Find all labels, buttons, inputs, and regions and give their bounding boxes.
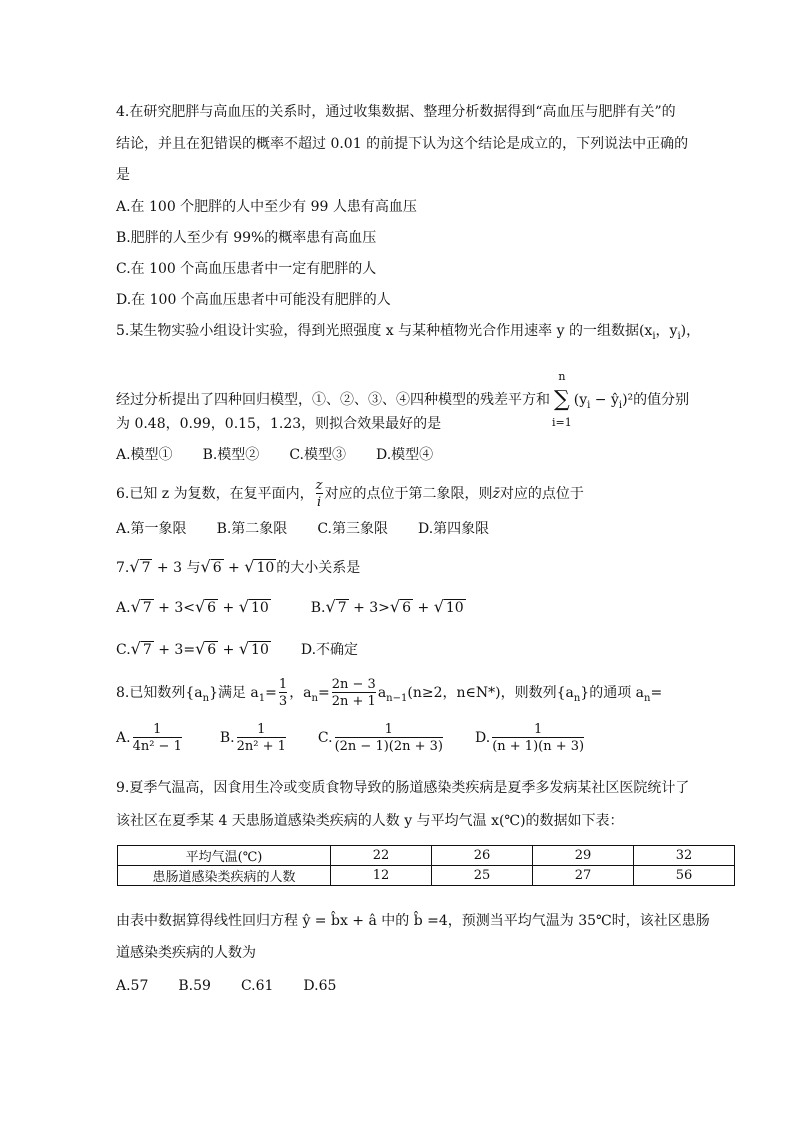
sqrt-icon: √ xyxy=(389,597,401,616)
sqrt-7 xyxy=(129,558,152,577)
q7-options-ab xyxy=(116,598,466,617)
sqrt-icon: √ xyxy=(130,639,141,658)
table-row-label: 平均气温(℃) xyxy=(118,846,331,866)
q8-option-c-frac xyxy=(335,722,443,754)
frac-num: 1 xyxy=(257,722,266,737)
q8-eq2: = xyxy=(318,685,330,701)
q8-option-b-frac xyxy=(237,722,286,754)
frac-num: 1 xyxy=(534,722,543,737)
sqrt-7 xyxy=(131,598,154,617)
q8-tailsub2: n xyxy=(573,692,581,704)
q7-option-c-mid: + 3= xyxy=(153,642,196,658)
q9-option-b: B.59 xyxy=(178,978,211,994)
q8-tail: a xyxy=(377,685,387,701)
q5-line3: 为 0.48，0.99，0.15，1.23，则拟合效果最好的是 xyxy=(116,416,442,432)
q5-option-a: A.模型① xyxy=(116,447,173,463)
q8-frac2 xyxy=(332,677,376,709)
sqrt-icon: √ xyxy=(433,597,444,616)
sum-body2: − ŷ xyxy=(590,392,619,408)
q8-tail2: (n≥2，n∈N*)，则数列{a xyxy=(407,685,574,701)
q9-line4: 道感染类疾病的人数为 xyxy=(116,945,256,961)
q4-option-a: A.在 100 个肥胖的人中至少有 99 人患有高血压 xyxy=(116,199,417,215)
q7-pre: 7. xyxy=(116,560,130,576)
q6-num: z xyxy=(315,478,323,493)
table-cell: 32 xyxy=(634,846,735,866)
q6-mid: 对应的点位于第二象限，则 xyxy=(324,486,493,502)
frac-den: 4n² − 1 xyxy=(132,739,182,754)
sum-body: (y xyxy=(573,392,588,408)
q6-option-a: A.第一象限 xyxy=(116,521,187,537)
q7-options-cd xyxy=(116,640,358,659)
q8-tailsub: n−1 xyxy=(386,692,408,704)
sigma-icon: ∑ xyxy=(554,387,570,412)
table-cell: 25 xyxy=(432,866,533,886)
sum-body3: )² xyxy=(622,392,634,408)
sqrt-6 xyxy=(195,640,218,659)
sqrt-icon: √ xyxy=(129,557,140,576)
q8-option-a-label: A. xyxy=(116,730,131,746)
q8-pre2: }满足 a xyxy=(209,685,259,701)
table-row xyxy=(118,866,735,886)
q4-line3: 是 xyxy=(116,167,130,183)
q7-line xyxy=(116,558,360,577)
q4-option-c: C.在 100 个高血压患者中一定有肥胖的人 xyxy=(116,261,377,277)
sum-top: n xyxy=(558,370,566,383)
q6-pre: 6.已知 z 为复数，在复平面内， xyxy=(116,486,314,502)
q7-option-a xyxy=(116,597,271,616)
sqrt-arg: 7 xyxy=(142,642,152,658)
q7-option-c-label: C. xyxy=(116,642,131,658)
frac-den: (n + 1)(n + 3) xyxy=(492,739,585,754)
table-row xyxy=(118,846,735,866)
q8-option-c xyxy=(317,722,445,754)
q5-sum-symbol xyxy=(552,364,572,436)
sqrt-icon: √ xyxy=(244,557,255,576)
q8-frac1-num: 1 xyxy=(278,677,288,692)
sum-sub-i2: i xyxy=(618,399,623,411)
q8-msub: n xyxy=(311,692,318,704)
q8-tail4: = xyxy=(650,685,663,701)
q6-line xyxy=(116,478,584,510)
q7-option-c xyxy=(116,639,271,658)
sqrt-icon: √ xyxy=(195,639,206,658)
q8-options xyxy=(116,720,586,756)
sqrt-arg-10: 10 xyxy=(256,560,275,576)
q5-line1-text: 5.某生物实验小组设计实验，得到光照强度 x 与某种植物光合作用速率 y 的一组数据(x xyxy=(116,323,653,339)
q8-option-b xyxy=(219,722,288,754)
q7-plus: + xyxy=(223,560,245,576)
q7-option-a-mid: + 3< xyxy=(153,600,195,616)
q9-options xyxy=(116,977,336,995)
q8-frac1-den: 3 xyxy=(278,694,288,709)
q8-line xyxy=(116,676,662,716)
sqrt-arg: 10 xyxy=(251,642,269,658)
sqrt-arg: 7 xyxy=(337,600,347,616)
table-row-label: 患肠道感染类疾病的人数 xyxy=(118,866,331,886)
sum-bottom: i=1 xyxy=(552,416,572,429)
sqrt-arg: 7 xyxy=(142,600,152,616)
q9-option-d: D.65 xyxy=(303,978,337,994)
q8-sub: n xyxy=(202,692,210,704)
q4-line2: 结论，并且在犯错误的概率不超过 0.01 的前提下认为这个结论是成立的，下列说法中正确的 xyxy=(116,136,689,152)
q9-option-c: C.61 xyxy=(240,978,274,994)
q4-option-b: B.肥胖的人至少有 99%的概率患有高血压 xyxy=(116,230,377,246)
sqrt-10 xyxy=(239,640,271,659)
frac-num: 1 xyxy=(153,722,162,737)
q4-option-d: D.在 100 个高血压患者中可能没有肥胖的人 xyxy=(116,292,391,308)
frac-num: 1 xyxy=(384,722,393,737)
sqrt-7 xyxy=(131,640,154,659)
q9-line1: 9.夏季气温高，因食用生冷或变质食物导致的肠道感染类疾病是夏季多发病某社区医院统计了 xyxy=(116,780,690,796)
q5-option-d: D.模型④ xyxy=(375,447,434,463)
sqrt-arg: 10 xyxy=(445,600,464,616)
q7-option-b xyxy=(310,597,466,616)
sum-sub-i: i xyxy=(587,399,591,411)
sqrt-6 xyxy=(390,598,413,617)
sqrt-icon: √ xyxy=(194,597,206,616)
q8-frac2-num: 2n − 3 xyxy=(331,677,376,692)
sqrt-6 xyxy=(200,558,223,577)
q6-option-d: D.第四象限 xyxy=(417,521,490,537)
q9-data-table xyxy=(117,845,735,886)
q8-option-c-label: C. xyxy=(317,730,333,746)
q6-den: i xyxy=(316,495,322,510)
sqrt-arg: 6 xyxy=(207,600,217,616)
sqrt-icon: √ xyxy=(238,639,250,658)
q7-option-a-label: A. xyxy=(116,600,131,616)
table-cell: 12 xyxy=(331,866,432,886)
sqrt-icon: √ xyxy=(238,597,249,616)
q6-option-b: B.第二象限 xyxy=(216,521,288,537)
q8-tail3: }的通项 a xyxy=(580,685,644,701)
sqrt-arg: 10 xyxy=(250,600,269,616)
q7-option-b-mid: + 3> xyxy=(348,600,390,616)
q7-plus: + xyxy=(218,600,239,616)
q9-line3: 由表中数据算得线性回归方程 ŷ = b̂x + â 中的 b̂ =4，预测当平均气温为 35℃时，该社区患肠 xyxy=(116,913,710,929)
table-cell: 56 xyxy=(634,866,735,886)
q8-frac1 xyxy=(279,677,287,709)
q6-zbar: z̄ xyxy=(492,486,500,502)
q5-sub-i: i xyxy=(652,330,656,342)
q9-option-a: A.57 xyxy=(116,978,149,994)
sqrt-10 xyxy=(434,598,466,617)
q5-line2-pre: 经过分析提出了四种回归模型，①、②、③、④四种模型的残差平方和 xyxy=(116,392,550,408)
q8-option-d-label: D. xyxy=(475,730,491,746)
q7-plus: + xyxy=(413,600,434,616)
q6-options xyxy=(116,520,489,538)
q5-line1 xyxy=(116,322,700,346)
sqrt-6 xyxy=(195,598,218,617)
sqrt-10 xyxy=(244,558,276,577)
q8-option-d xyxy=(475,722,586,754)
sqrt-icon: √ xyxy=(130,597,141,616)
q8-mid: ，a xyxy=(289,685,312,701)
sqrt-icon: √ xyxy=(325,597,336,616)
sqrt-10 xyxy=(239,598,271,617)
q7-option-b-label: B. xyxy=(310,600,326,616)
table-cell: 27 xyxy=(533,866,634,886)
sqrt-arg-6: 6 xyxy=(212,560,222,576)
q8-option-a xyxy=(116,722,184,754)
q8-eq1: = xyxy=(265,685,277,701)
q6-option-c: C.第三象限 xyxy=(317,521,388,537)
q5-option-b: B.模型② xyxy=(202,447,260,463)
frac-den: 2n² + 1 xyxy=(236,739,286,754)
q8-pre: 8.已知数列{a xyxy=(116,685,203,701)
q8-option-d-frac xyxy=(492,722,584,754)
q9-line2: 该社区在夏季某 4 天患肠道感染类疾病的人数 y 与平均气温 x(℃)的数据如下表： xyxy=(116,813,624,829)
q8-option-b-label: B. xyxy=(219,730,235,746)
table-cell: 22 xyxy=(331,846,432,866)
sqrt-7 xyxy=(326,598,349,617)
sqrt-arg-7: 7 xyxy=(141,560,151,576)
q7-post: 的大小关系是 xyxy=(276,560,361,576)
sqrt-arg: 6 xyxy=(402,600,412,616)
q8-tailsub3: n xyxy=(644,692,651,704)
q6-post: 对应的点位于 xyxy=(499,486,584,502)
q5-line2-post: 的值分别 xyxy=(633,392,690,408)
q5-sub-i2: i xyxy=(677,330,681,342)
q5-line1-end: )， xyxy=(680,323,701,339)
q5-options xyxy=(116,446,433,464)
q6-fraction xyxy=(316,478,323,510)
q7-plus3: + 3 与 xyxy=(152,560,201,576)
q4-line1: 4.在研究肥胖与高血压的关系时，通过收集数据、整理分析数据得到“高血压与肥胖有关”的 xyxy=(116,104,676,120)
q8-frac2-den: 2n + 1 xyxy=(331,694,376,709)
sqrt-icon: √ xyxy=(200,557,211,576)
q8-option-a-frac xyxy=(133,722,182,754)
q7-plus: + xyxy=(218,642,239,658)
q8-a1sub: 1 xyxy=(258,692,266,704)
table-cell: 29 xyxy=(533,846,634,866)
frac-den: (2n − 1)(2n + 3) xyxy=(334,739,444,754)
q5-line1-mid: ，y xyxy=(655,323,678,339)
table-cell: 26 xyxy=(432,846,533,866)
q7-option-d: D.不确定 xyxy=(300,642,359,658)
q5-option-c: C.模型③ xyxy=(289,447,346,463)
sqrt-arg: 6 xyxy=(207,642,217,658)
